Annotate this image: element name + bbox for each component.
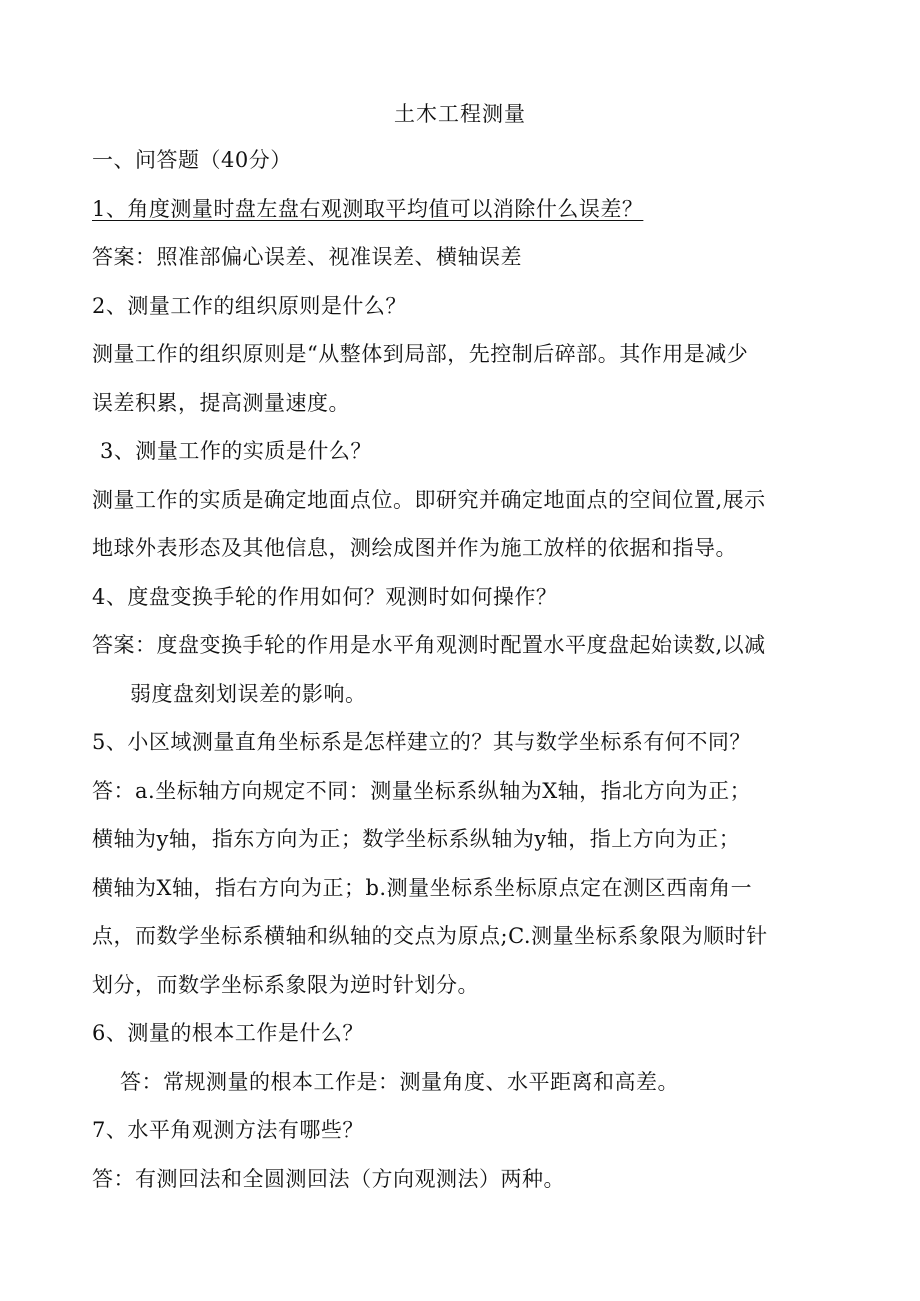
answer-3-line-1: 测量工作的实质是确定地面点位。即研究并确定地面点的空间位置,展示 xyxy=(92,488,766,512)
answer-5-line-1: 答：a.坐标轴方向规定不同：测量坐标系纵轴为X轴，指北方向为正； xyxy=(92,779,752,803)
answer-7: 答：有测回法和全圆测回法（方向观测法）两种。 xyxy=(92,1167,565,1191)
document-title: 土木工程测量 xyxy=(394,102,526,126)
answer-5-line-3: 横轴为X轴，指右方向为正；b.测量坐标系坐标原点定在测区西南角一 xyxy=(92,876,753,900)
answer-5-line-2: 横轴为y轴，指东方向为正；数学坐标系纵轴为y轴，指上方向为正； xyxy=(92,827,741,851)
answer-1: 答案：照准部偏心误差、视准误差、横轴误差 xyxy=(92,245,522,269)
answer-4-line-1: 答案：度盘变换手轮的作用是水平角观测时配置水平度盘起始读数,以减 xyxy=(92,633,766,657)
question-4: 4、度盘变换手轮的作用如何？观测时如何操作？ xyxy=(92,585,558,609)
answer-5-line-4: 点，而数学坐标系横轴和纵轴的交点为原点;C.测量坐标系象限为顺时针 xyxy=(92,924,768,948)
answer-3-line-2: 地球外表形态及其他信息，测绘成图并作为施工放样的依据和指导。 xyxy=(92,536,737,560)
question-3: 3、测量工作的实质是什么？ xyxy=(100,439,372,463)
answer-5-line-5: 划分，而数学坐标系象限为逆时针划分。 xyxy=(92,973,479,997)
answer-4-line-2: 弱度盘刻划误差的影响。 xyxy=(130,682,367,706)
answer-2-line-1: 测量工作的组织原则是“从整体到局部，先控制后碎部。其作用是减少 xyxy=(92,342,749,366)
section-heading: 一、问答题（40分） xyxy=(92,148,292,172)
question-5: 5、小区域测量直角坐标系是怎样建立的？其与数学坐标系有何不同？ xyxy=(92,730,751,754)
answer-6: 答：常规测量的根本工作是：测量角度、水平距离和高差。 xyxy=(120,1070,679,1094)
question-7: 7、水平角观测方法有哪些？ xyxy=(92,1118,364,1142)
answer-2-line-2: 误差积累，提高测量速度。 xyxy=(92,391,350,415)
question-1: 1、角度测量时盘左盘右观测取平均值可以消除什么误差？ xyxy=(92,197,644,221)
question-2: 2、测量工作的组织原则是什么？ xyxy=(92,294,407,318)
question-6: 6、测量的根本工作是什么？ xyxy=(92,1021,364,1045)
